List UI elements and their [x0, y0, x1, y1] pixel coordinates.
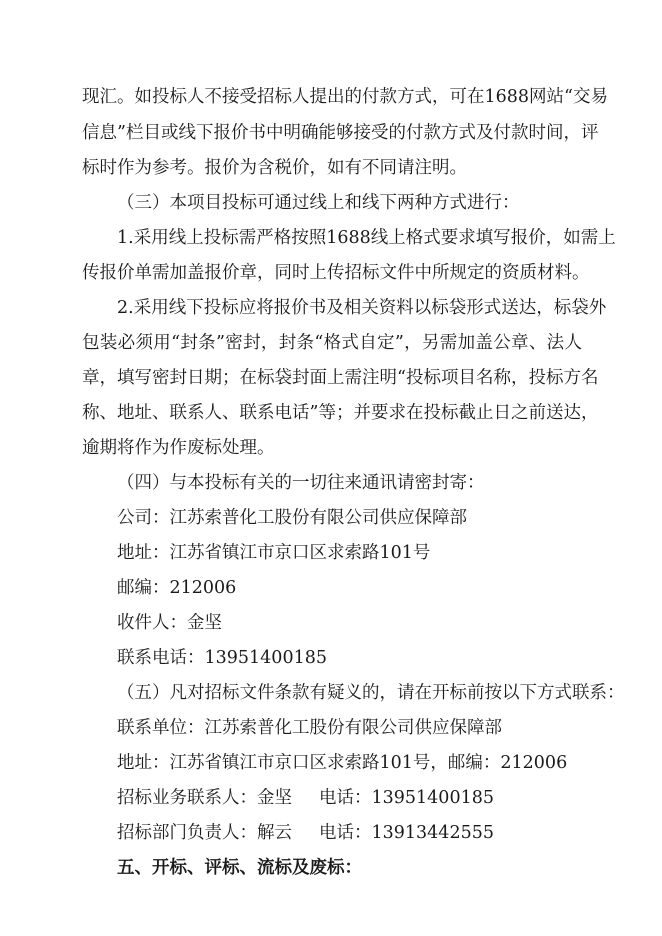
section-3-item-2-line-3: 章，填写密封日期；在标袋封面上需注明“投标项目名称，投标方名: [82, 368, 599, 388]
mailing-phone: 联系电话：13951400185: [117, 648, 327, 668]
department-head-label: 招标部门负责人：解云: [117, 823, 292, 843]
section-3-item-1-line-1: 1.采用线上投标需严格按照1688线上格式要求填写报价，如需上: [117, 228, 616, 248]
contact-unit: 联系单位：江苏索普化工股份有限公司供应保障部: [117, 718, 502, 738]
contact-row-business: [117, 787, 494, 809]
section-3-item-1-line-2: 传报价单需加盖报价章，同时上传招标文件中所规定的资质材料。: [82, 263, 590, 283]
section-5-title: （五）凡对招标文件条款有疑义的，请在开标前按以下方式联系：: [117, 683, 625, 703]
chapter-5-heading: 五、开标、评标、流标及废标：: [117, 858, 362, 878]
mailing-address: 地址：江苏省镇江市京口区求索路101号: [117, 543, 431, 563]
mailing-company: 公司：江苏索普化工股份有限公司供应保障部: [117, 508, 467, 528]
payment-paragraph-line-1: 现汇。如投标人不接受招标人提出的付款方式，可在1688网站“交易: [82, 87, 608, 107]
section-3-item-2-line-4: 称、地址、联系人、联系电话”等；并要求在投标截止日之前送达，: [82, 403, 599, 423]
section-3-item-2-line-1: 2.采用线下投标应将报价书及相关资料以标袋形式送达，标袋外: [117, 298, 607, 318]
section-3-item-2-line-2: 包装必须用“封条”密封，封条“格式自定”，另需加盖公章、法人: [82, 333, 582, 353]
contact-address: 地址：江苏省镇江市京口区求索路101号，邮编：212006: [117, 753, 568, 773]
section-3-title: （三）本项目投标可通过线上和线下两种方式进行：: [117, 193, 520, 213]
department-head-phone: 电话：13913442555: [319, 823, 494, 843]
business-contact-phone: 电话：13951400185: [319, 788, 494, 808]
mailing-postcode: 邮编：212006: [117, 578, 237, 598]
payment-paragraph-line-2: 信息”栏目或线下报价书中明确能够接受的付款方式及付款时间，评: [82, 123, 599, 143]
mailing-recipient: 收件人：金坚: [117, 613, 222, 633]
section-4-title: （四）与本投标有关的一切往来通讯请密封寄：: [117, 473, 485, 493]
payment-paragraph-line-3: 标时作为参考。报价为含税价，如有不同请注明。: [82, 158, 467, 178]
business-contact-label: 招标业务联系人：金坚: [117, 788, 292, 808]
contact-row-department: [117, 822, 494, 844]
section-3-item-2-line-5: 逾期将作为作废标处理。: [82, 438, 275, 458]
